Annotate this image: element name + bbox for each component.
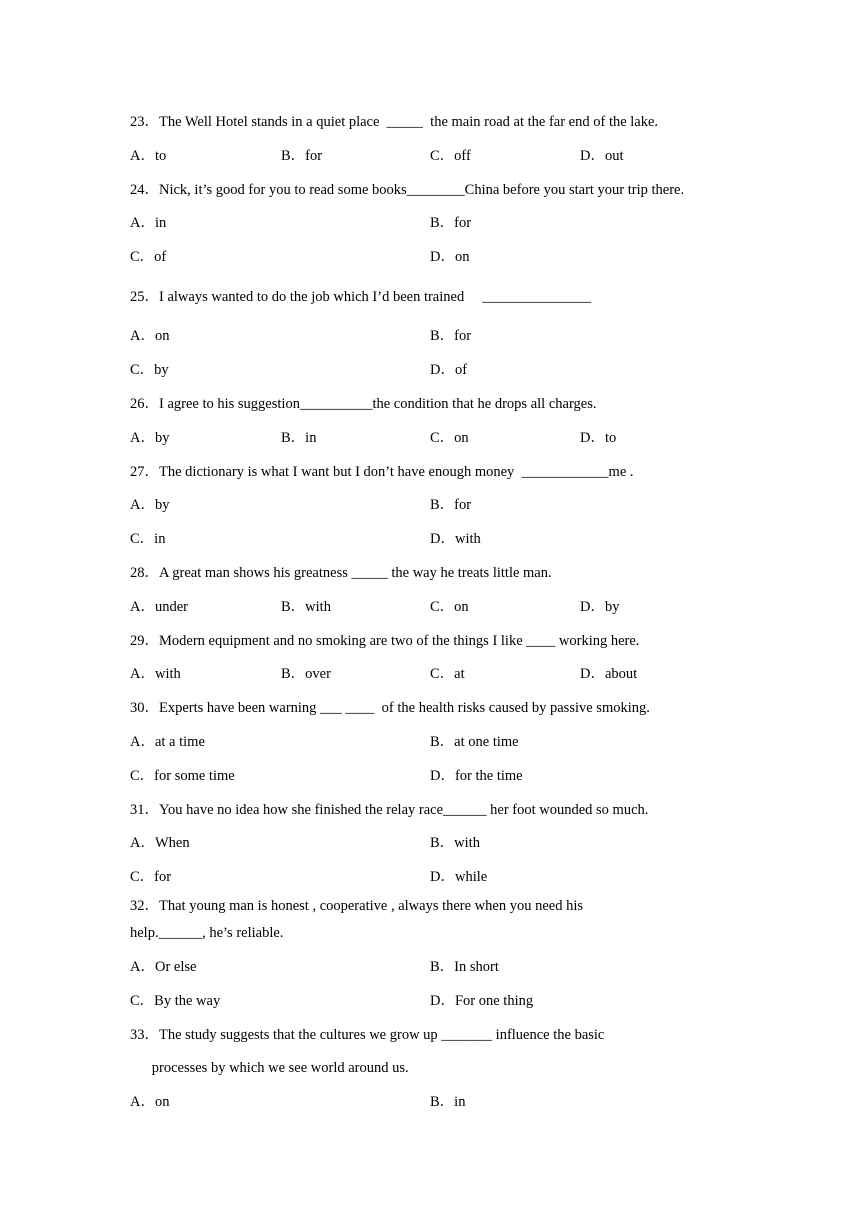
question-24-option-c[interactable]: C．of (130, 249, 167, 265)
question-24-option-a[interactable]: A．in (130, 215, 167, 231)
question-31-option-c[interactable]: C．for (130, 869, 172, 885)
question-24-stem: 24．Nick, it’s good for you to read some books________China before you start your trip there. (130, 182, 685, 198)
question-23-option-b[interactable]: B．for (281, 148, 323, 164)
question-26-option-c[interactable]: C．on (430, 430, 469, 446)
question-28-option-c[interactable]: C．on (430, 599, 469, 615)
question-32-option-c[interactable]: C．By the way (130, 993, 221, 1009)
question-33-stem-line-2: processes by which we see world around us. (130, 1060, 409, 1076)
question-29-option-b[interactable]: B．over (281, 666, 331, 682)
question-25-option-c[interactable]: C．by (130, 362, 169, 378)
question-29-option-c[interactable]: C．at (430, 666, 465, 682)
question-31-option-b[interactable]: B．with (430, 835, 480, 851)
question-29-option-a[interactable]: A．with (130, 666, 181, 682)
question-25-stem: 25．I always wanted to do the job which I’d been trained _______________ (130, 289, 592, 305)
question-31-option-d[interactable]: D．while (430, 869, 488, 885)
question-30-option-d[interactable]: D．for the time (430, 768, 523, 784)
question-24-option-b[interactable]: B．for (430, 215, 472, 231)
question-26-stem: 26．I agree to his suggestion__________the condition that he drops all charges. (130, 396, 597, 412)
question-27-option-a[interactable]: A．by (130, 497, 170, 513)
question-29-stem: 29．Modern equipment and no smoking are two of the things I like ____ working here. (130, 633, 640, 649)
question-31-option-a[interactable]: A．When (130, 835, 190, 851)
question-28-option-d[interactable]: D．by (580, 599, 620, 615)
question-30-option-b[interactable]: B．at one time (430, 734, 519, 750)
question-33-stem-line-1: 33．The study suggests that the cultures we grow up _______ influence the basic (130, 1027, 605, 1043)
question-33-option-a[interactable]: A．on (130, 1094, 170, 1110)
question-27-option-b[interactable]: B．for (430, 497, 472, 513)
question-32-option-d[interactable]: D．For one thing (430, 993, 534, 1009)
question-27-option-c[interactable]: C．in (130, 531, 166, 547)
question-28-option-b[interactable]: B．with (281, 599, 331, 615)
question-24-option-d[interactable]: D．on (430, 249, 470, 265)
question-23-option-d[interactable]: D．out (580, 148, 624, 164)
question-30-option-a[interactable]: A．at a time (130, 734, 205, 750)
question-25-option-d[interactable]: D．of (430, 362, 468, 378)
question-26-option-a[interactable]: A．by (130, 430, 170, 446)
question-27-stem: 27．The dictionary is what I want but I don’t have enough money ____________me . (130, 464, 634, 480)
question-32-stem-line-1: 32．That young man is honest , cooperative , always there when you need his (130, 898, 584, 914)
question-28-stem: 28．A great man shows his greatness _____ the way he treats little man. (130, 565, 552, 581)
question-28-option-a[interactable]: A．under (130, 599, 188, 615)
question-25-option-b[interactable]: B．for (430, 328, 472, 344)
question-23-option-c[interactable]: C．off (430, 148, 471, 164)
question-23-option-a[interactable]: A．to (130, 148, 167, 164)
question-32-option-b[interactable]: B．In short (430, 959, 499, 975)
question-25-option-a[interactable]: A．on (130, 328, 170, 344)
question-27-option-d[interactable]: D．with (430, 531, 481, 547)
question-23-stem: 23．The Well Hotel stands in a quiet place _____ the main road at the far end of the lake. (130, 114, 659, 130)
question-29-option-d[interactable]: D．about (580, 666, 638, 682)
question-32-option-a[interactable]: A．Or else (130, 959, 197, 975)
question-26-option-d[interactable]: D．to (580, 430, 617, 446)
question-26-option-b[interactable]: B．in (281, 430, 317, 446)
question-33-option-b[interactable]: B．in (430, 1094, 466, 1110)
question-31-stem: 31．You have no idea how she finished the relay race______ her foot wounded so much. (130, 802, 649, 818)
question-32-stem-line-2: help.______, he’s reliable. (130, 925, 284, 941)
question-30-stem: 30．Experts have been warning ___ ____ of the health risks caused by passive smoking. (130, 700, 650, 716)
question-30-option-c[interactable]: C．for some time (130, 768, 235, 784)
